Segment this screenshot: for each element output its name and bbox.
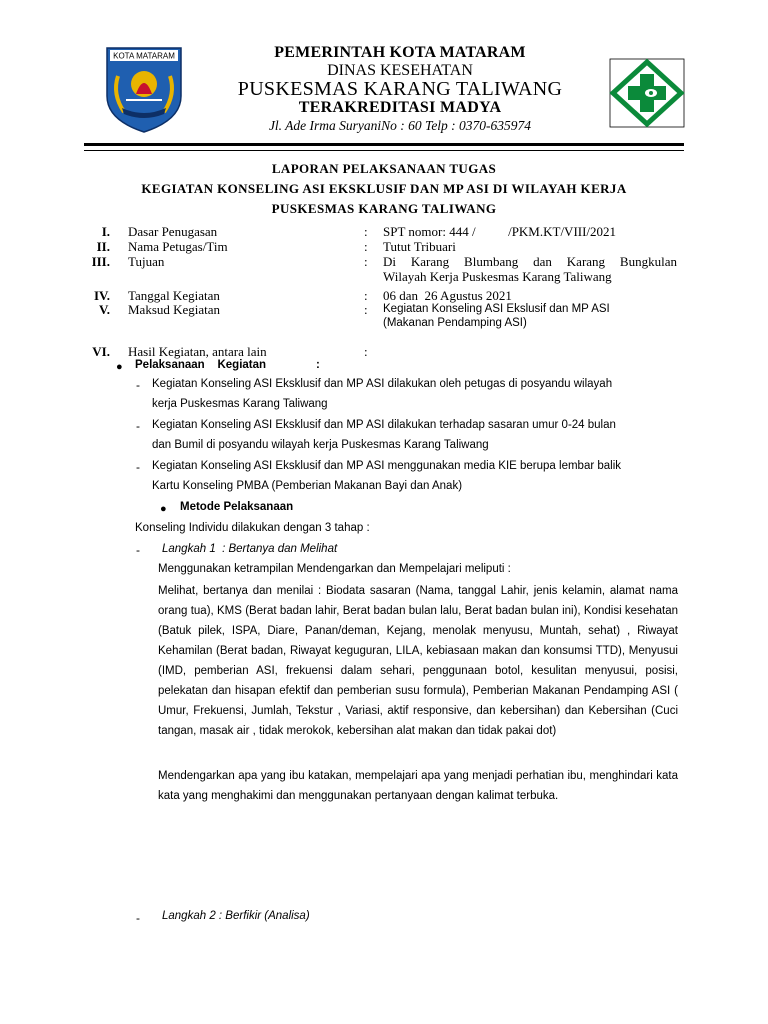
letterhead-line-4: TERAKREDITASI MADYA	[298, 99, 502, 116]
info-value: 06 dan 26 Agustus 2021	[383, 288, 512, 303]
kota-mataram-crest-icon	[104, 46, 184, 134]
list-item-line-1: Kegiatan Konseling ASI Eksklusif dan MP ASI dilakukan oleh petugas di posyandu wilayah	[152, 378, 613, 390]
info-num: V.	[99, 302, 110, 317]
method-intro: Konseling Individu dilakukan dengan 3 tahap :	[135, 522, 370, 534]
info-colon: :	[364, 288, 368, 303]
dash-icon: -	[136, 378, 140, 392]
list-item-line-2: kerja Puskesmas Karang Taliwang	[152, 398, 328, 410]
list-item-line-1: Kegiatan Konseling ASI Eksklusif dan MP ASI dilakukan terhadap sasaran umur 0-24 bulan	[152, 419, 616, 431]
step-1-intro: Menggunakan ketrampilan Mendengarkan dan Mempelajari meliputi :	[158, 563, 511, 575]
dash-icon: -	[136, 911, 140, 925]
step-1-paragraph-1: Melihat, bertanya dan menilai : Biodata sasaran (Nama, tanggal Lahir, jenis kelamin, alamat nama orang tua), KMS (Berat badan lahir, Berat badan bulan lalu, Berat badan bulan ini), Kondisi kesehatan (Batuk pilek, ISPA, Diare, Panan/deman, Kejang, menolak menyusu, Muntah, sehat) , Riwayat Kehamilan (Berat badan, Riwayat keguguran, LILA, kebiasaan makan dan konsumsi TTD), Menyusui (IMD, pemberian ASI, frekuensi dalam sehari, penggunaan botol, kesulitan menyusui, posisi, pelekatan dan hisapan efektif dan pemberian susu formula), Pemberian Makanan Pendamping ASI ( Umur, Frekuensi, Jumlah, Tekstur , Variasi, aktif responsive, dan kebersihan) dan Kebersihan (Cuci tangan, masak air , tidak merokok, kebersihan alat makan dan tidak pakai dot)	[158, 585, 678, 737]
info-label: Tanggal Kegiatan	[128, 288, 220, 303]
letterhead-line-3: PUSKESMAS KARANG TALIWANG	[237, 78, 563, 100]
letterhead-line-2: DINAS KESEHATAN	[327, 62, 473, 79]
section-metode-title: Metode Pelaksanaan	[180, 501, 294, 513]
info-value: Kegiatan Konseling ASI Ekslusif dan MP ASI	[383, 303, 610, 315]
report-title-2: KEGIATAN KONSELING ASI EKSKLUSIF DAN MP ASI DI WILAYAH KERJA	[141, 181, 627, 196]
info-value-line-2: (Makanan Pendamping ASI)	[383, 317, 527, 329]
dash-icon: -	[136, 460, 140, 474]
info-colon: :	[364, 224, 368, 239]
list-item-line-2: Kartu Konseling PMBA (Pemberian Makanan Bayi dan Anak)	[152, 480, 463, 492]
section-pelaksanaan-colon: :	[316, 359, 320, 371]
info-colon: :	[364, 344, 368, 359]
dash-icon: -	[136, 543, 140, 557]
report-title-3: PUSKESMAS KARANG TALIWANG	[271, 201, 497, 216]
step-1-title: Langkah 1 : Bertanya dan Melihat	[162, 543, 338, 555]
bullet-icon: ●	[160, 503, 167, 515]
letterhead-address: Jl. Ade Irma SuryaniNo : 60 Telp : 0370-635974	[268, 118, 532, 133]
info-value: Tutut Tribuari	[383, 239, 456, 254]
bullet-icon: ●	[116, 361, 123, 373]
list-item-line-1: Kegiatan Konseling ASI Eksklusif dan MP ASI menggunakan media KIE berupa lembar balik	[152, 460, 622, 472]
info-num: II.	[96, 239, 110, 254]
info-label: Maksud Kegiatan	[128, 302, 221, 317]
section-pelaksanaan-title: Pelaksanaan Kegiatan	[135, 359, 267, 371]
step-2-title: Langkah 2 : Berfikir (Analisa)	[162, 910, 310, 922]
info-label: Nama Petugas/Tim	[128, 239, 228, 254]
info-colon: :	[364, 254, 368, 269]
info-value: Di Karang Blumbang dan Karang Bungkulan	[383, 254, 677, 269]
info-num: VI.	[92, 344, 110, 359]
letterhead-rule-thin	[84, 150, 684, 151]
info-label: Dasar Penugasan	[128, 224, 218, 239]
letterhead-rule-thick	[84, 143, 684, 146]
info-colon: :	[364, 239, 368, 254]
step-1-paragraph-2: Mendengarkan apa yang ibu katakan, mempelajari apa yang menjadi perhatian ibu, menghindari kata kata yang menghakimi dan menggunakan pertanyaan dengan kalimat terbuka.	[158, 770, 678, 802]
info-label: Tujuan	[128, 254, 165, 269]
list-item-line-2: dan Bumil di posyandu wilayah kerja Puskesmas Karang Taliwang	[152, 439, 489, 451]
letterhead-line-1: PEMERINTAH KOTA MATARAM	[274, 44, 526, 61]
puskesmas-cross-icon	[609, 58, 685, 128]
dash-icon: -	[136, 419, 140, 433]
info-value-line-2: Wilayah Kerja Puskesmas Karang Taliwang	[383, 269, 612, 284]
info-value: SPT nomor: 444 / /PKM.KT/VIII/2021	[383, 224, 617, 239]
info-num: IV.	[93, 288, 110, 303]
crest-label: KOTA MATARAM	[113, 51, 175, 61]
info-num: III.	[91, 254, 110, 269]
report-title-1: LAPORAN PELAKSANAAN TUGAS	[271, 161, 497, 176]
info-colon: :	[364, 302, 368, 317]
info-num: I.	[101, 224, 110, 239]
info-label: Hasil Kegiatan, antara lain	[128, 344, 267, 359]
